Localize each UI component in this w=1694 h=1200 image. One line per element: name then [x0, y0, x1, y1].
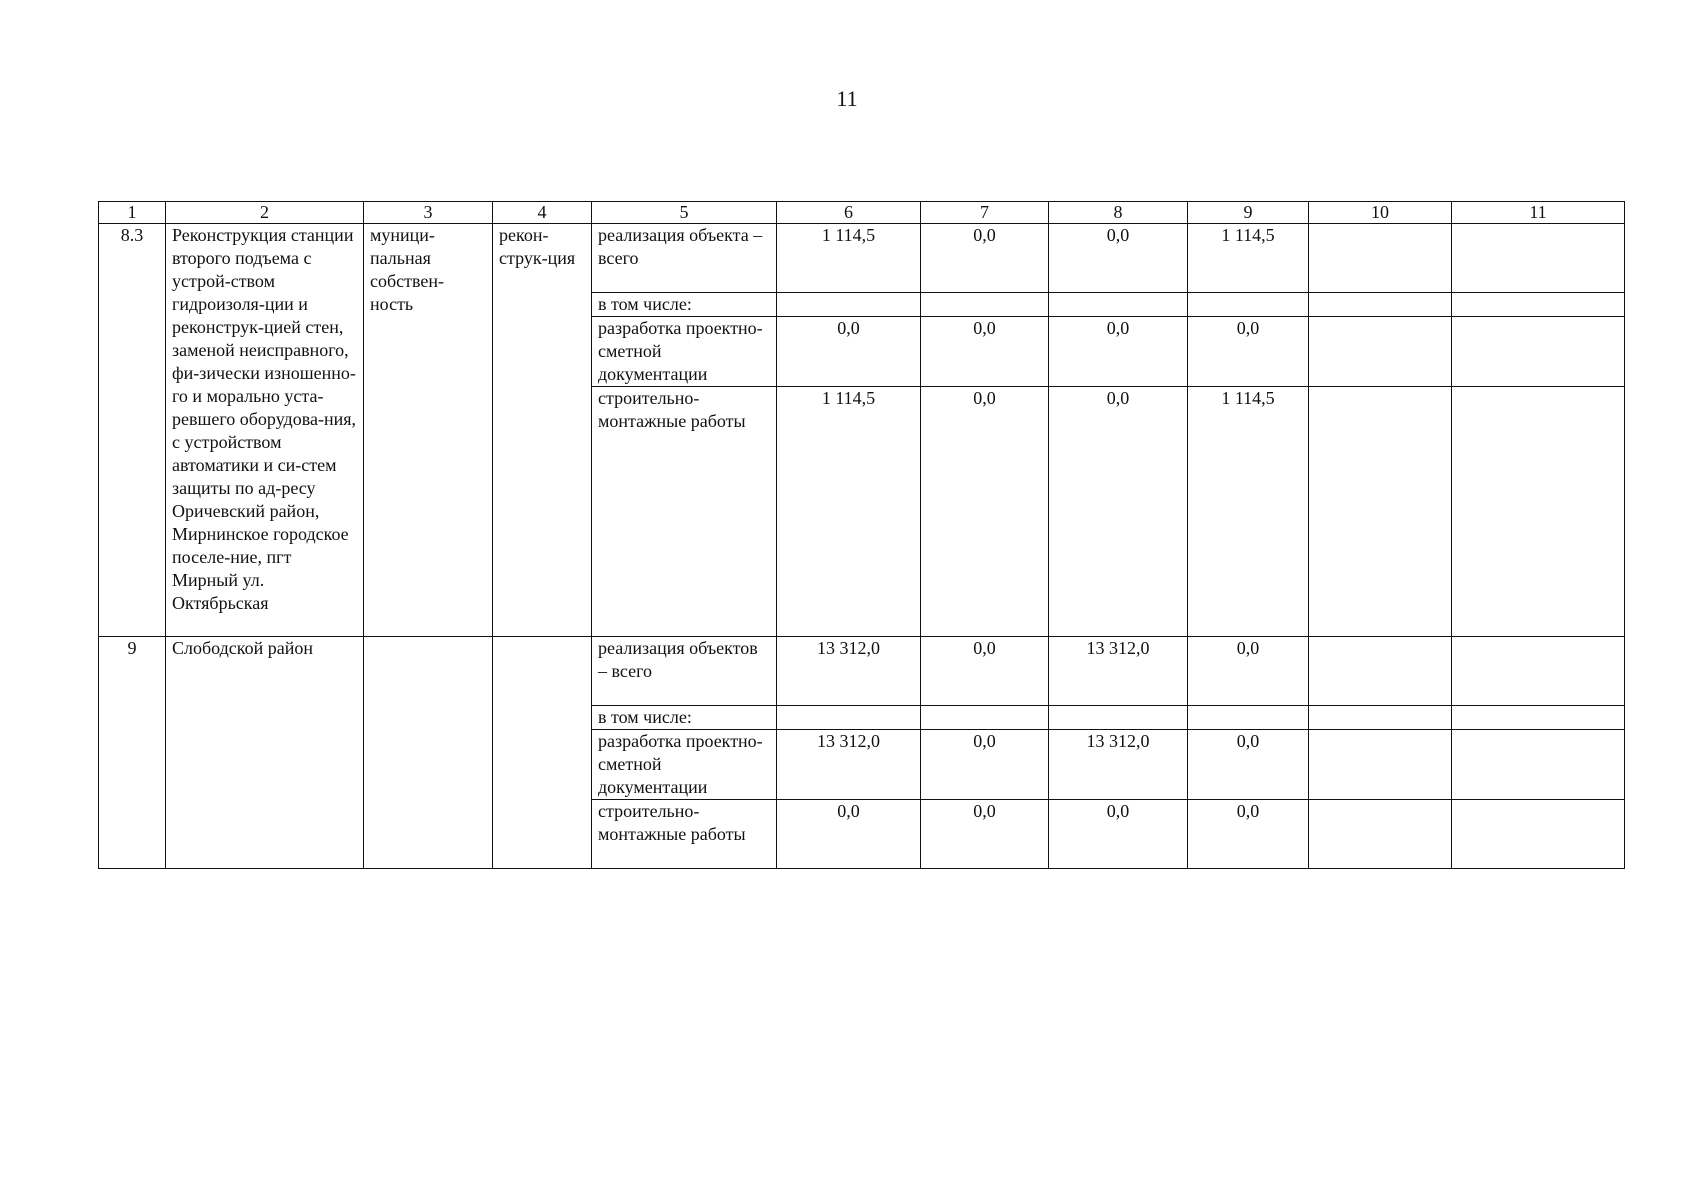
column-number: 2	[166, 202, 364, 224]
item-label: в том числе:	[592, 293, 777, 317]
value-cell: 0,0	[1049, 387, 1188, 637]
value-cell	[1452, 293, 1625, 317]
value-cell: 1 114,5	[777, 387, 921, 637]
value-cell: 13 312,0	[1049, 730, 1188, 800]
value-cell: 0,0	[1049, 800, 1188, 869]
value-cell: 0,0	[921, 800, 1049, 869]
ownership-form	[364, 637, 493, 869]
value-cell	[1452, 730, 1625, 800]
value-cell: 1 114,5	[777, 224, 921, 293]
value-cell	[921, 706, 1049, 730]
value-cell	[1452, 387, 1625, 637]
value-cell	[1309, 317, 1452, 387]
column-number: 5	[592, 202, 777, 224]
value-cell	[1309, 800, 1452, 869]
column-number: 10	[1309, 202, 1452, 224]
value-cell: 0,0	[921, 387, 1049, 637]
item-label: разработка проектно-сметной документации	[592, 317, 777, 387]
value-cell	[1188, 293, 1309, 317]
item-label: разработка проектно-сметной документации	[592, 730, 777, 800]
value-cell	[1309, 293, 1452, 317]
page-number: 11	[836, 86, 858, 111]
value-cell: 0,0	[1049, 317, 1188, 387]
work-type: рекон-струк-ция	[493, 224, 592, 637]
item-label: реализация объекта – всего	[592, 224, 777, 293]
item-label: в том числе:	[592, 706, 777, 730]
value-cell: 0,0	[777, 317, 921, 387]
work-type	[493, 637, 592, 869]
row-number: 9	[99, 637, 166, 869]
value-cell	[1049, 706, 1188, 730]
value-cell	[777, 706, 921, 730]
table-row	[99, 224, 1625, 293]
value-cell: 0,0	[921, 317, 1049, 387]
column-number: 6	[777, 202, 921, 224]
value-cell: 0,0	[1188, 730, 1309, 800]
column-number: 3	[364, 202, 493, 224]
row-number: 8.3	[99, 224, 166, 637]
value-cell	[1452, 637, 1625, 706]
column-number: 8	[1049, 202, 1188, 224]
value-cell: 0,0	[921, 637, 1049, 706]
item-label: строительно-монтажные работы	[592, 387, 777, 637]
column-number: 9	[1188, 202, 1309, 224]
item-label: реализация объектов – всего	[592, 637, 777, 706]
value-cell: 1 114,5	[1188, 387, 1309, 637]
value-cell	[777, 293, 921, 317]
column-number: 1	[99, 202, 166, 224]
table-row	[99, 637, 1625, 706]
value-cell	[1188, 706, 1309, 730]
value-cell	[1452, 224, 1625, 293]
value-cell	[1452, 800, 1625, 869]
value-cell: 0,0	[1049, 224, 1188, 293]
value-cell	[1309, 706, 1452, 730]
value-cell: 1 114,5	[1188, 224, 1309, 293]
value-cell	[1309, 224, 1452, 293]
value-cell: 13 312,0	[1049, 637, 1188, 706]
object-name: Реконструкция станции второго подъема с устрой-ством гидроизоля-ции и реконструк-цией стен, заменой неисправного, фи-зически изношенно-го и морально уста-ревшего оборудова-ния, с устройством автоматики и си-стем защиты по ад-ресу Оричевский район, Мирнинское городское поселе-ние, пгт Мирный ул. Октябрьская	[166, 224, 364, 637]
value-cell	[1309, 387, 1452, 637]
item-label: строительно-монтажные работы	[592, 800, 777, 869]
object-name: Слободской район	[166, 637, 364, 869]
value-cell: 13 312,0	[777, 730, 921, 800]
value-cell: 0,0	[1188, 800, 1309, 869]
value-cell: 0,0	[921, 730, 1049, 800]
value-cell	[1309, 730, 1452, 800]
ownership-form: муници-пальная собствен-ность	[364, 224, 493, 637]
value-cell: 0,0	[1188, 317, 1309, 387]
column-number: 7	[921, 202, 1049, 224]
value-cell	[1049, 293, 1188, 317]
program-table	[98, 201, 1625, 869]
value-cell: 0,0	[921, 224, 1049, 293]
value-cell	[1452, 706, 1625, 730]
value-cell: 13 312,0	[777, 637, 921, 706]
value-cell	[1452, 317, 1625, 387]
value-cell	[921, 293, 1049, 317]
value-cell: 0,0	[777, 800, 921, 869]
column-number: 11	[1452, 202, 1625, 224]
column-number: 4	[493, 202, 592, 224]
value-cell: 0,0	[1188, 637, 1309, 706]
column-numbers-row	[99, 202, 1625, 224]
value-cell	[1309, 637, 1452, 706]
